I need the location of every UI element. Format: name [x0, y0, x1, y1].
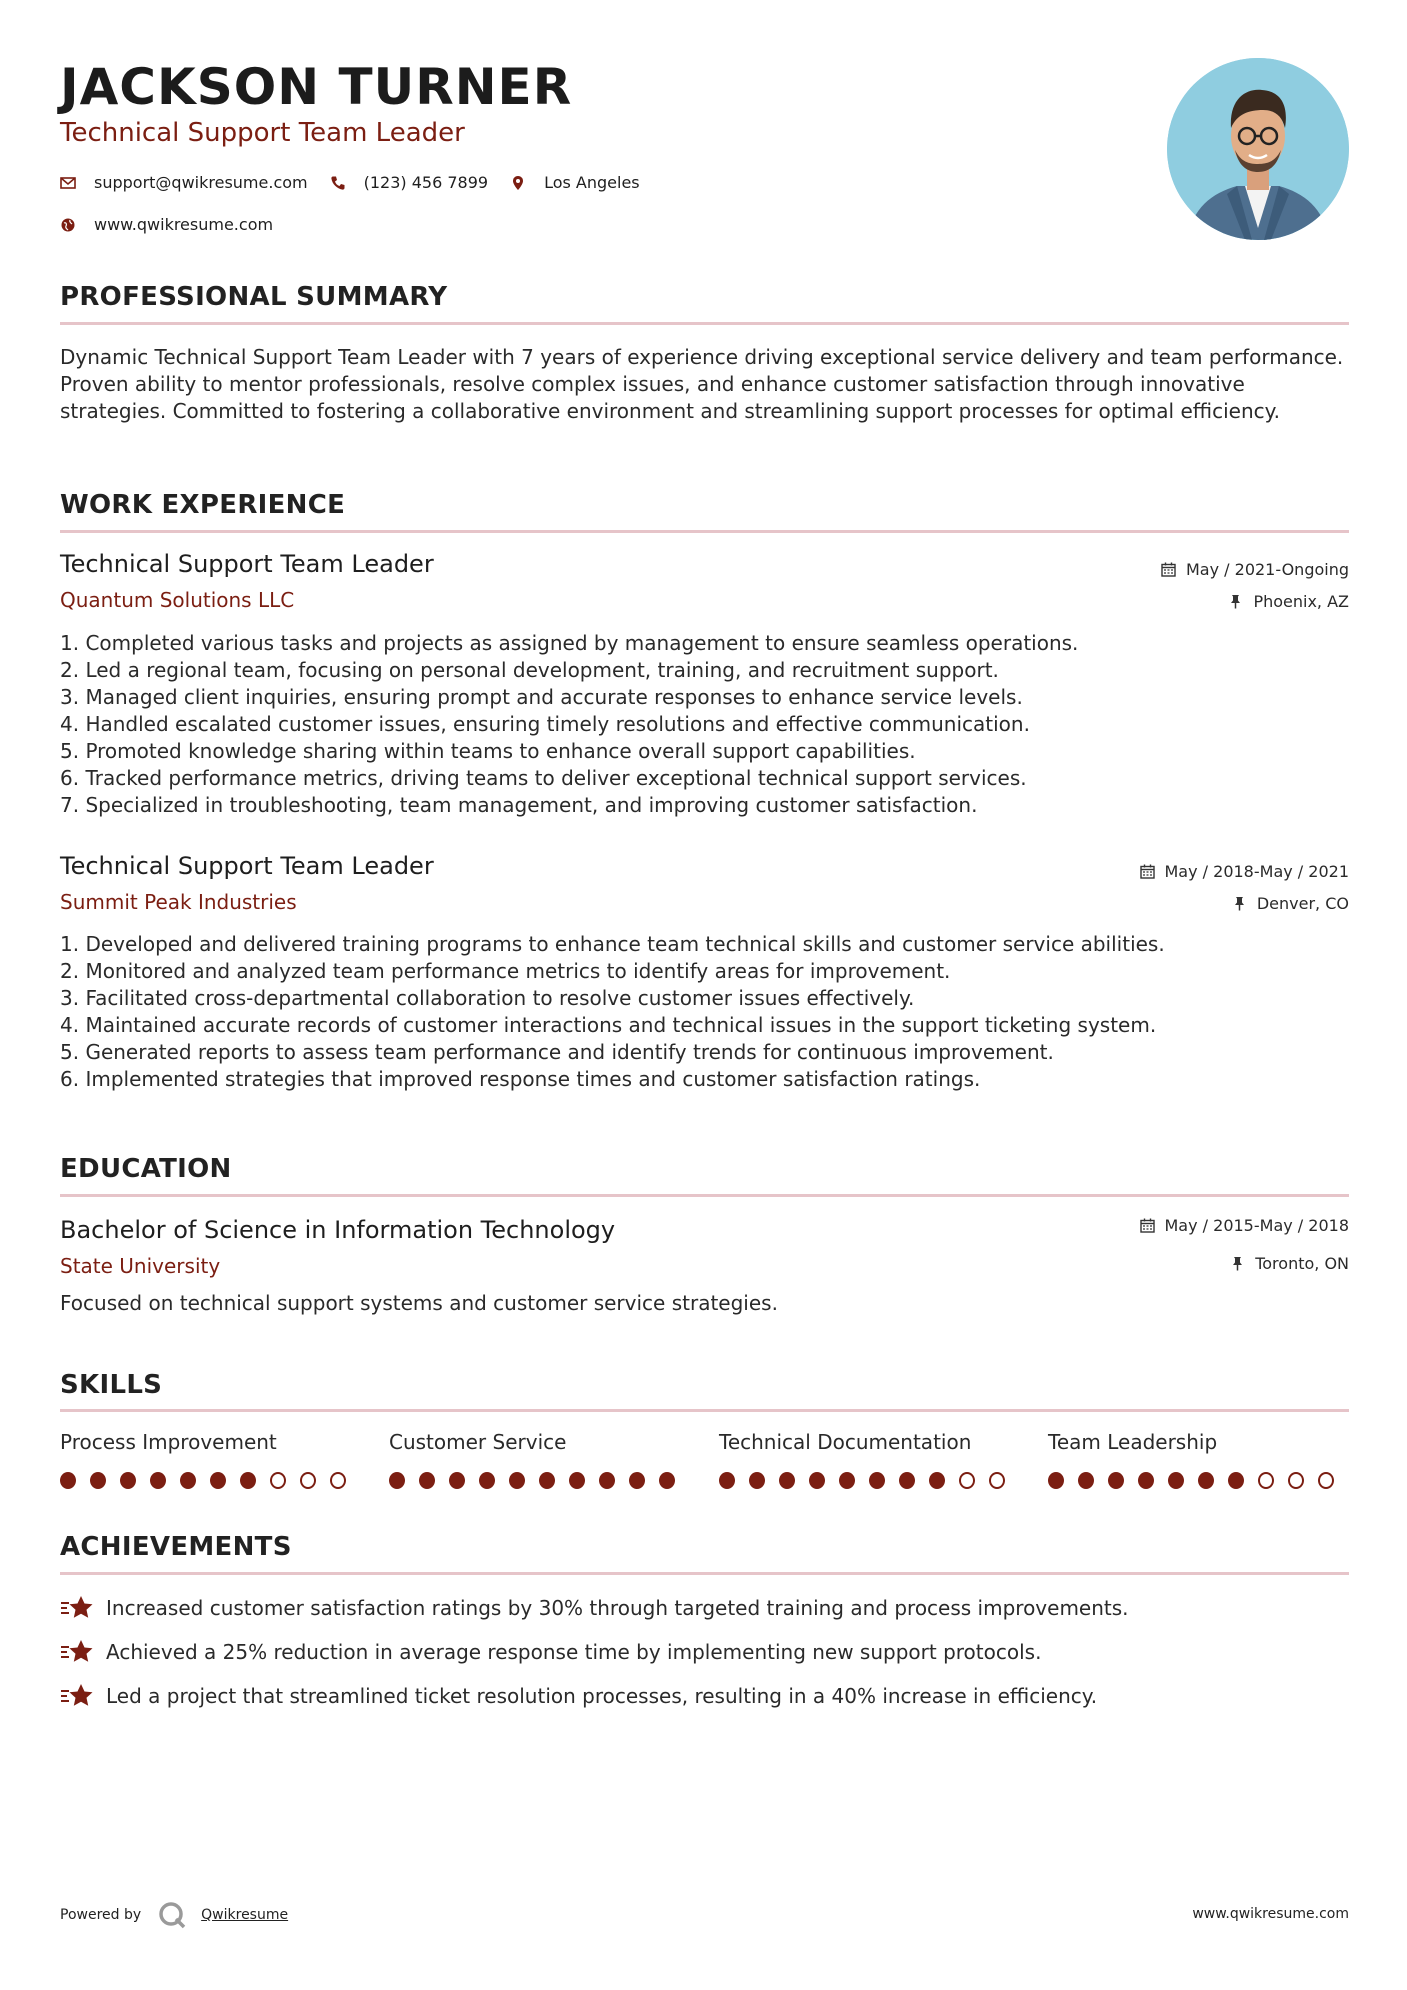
list-item: 4. Maintained accurate records of customer interactions and technical issues in the support ticketing system. [60, 1013, 1157, 1037]
skill-item [719, 1430, 1019, 1489]
rating-dot-empty [1288, 1472, 1304, 1489]
skill-rating [1048, 1472, 1348, 1489]
rating-dot-filled [1078, 1472, 1094, 1489]
job-location [1228, 592, 1349, 611]
achievement-item [60, 1594, 1129, 1622]
skill-rating [719, 1472, 1019, 1489]
job-company: Quantum Solutions LLC [60, 588, 295, 612]
section-divider [60, 530, 1349, 533]
skill-item [1048, 1430, 1348, 1489]
rating-dot-filled [240, 1472, 256, 1489]
rating-dot-filled [719, 1472, 735, 1489]
rating-dot-filled [1228, 1472, 1244, 1489]
star-icon [60, 1594, 94, 1622]
rating-dot-filled [60, 1472, 76, 1489]
section-divider [60, 1194, 1349, 1197]
rating-dot-filled [1048, 1472, 1064, 1489]
list-item: 4. Handled escalated customer issues, ensuring timely resolutions and effective communication. [60, 712, 1030, 736]
list-item: 6. Implemented strategies that improved response times and customer satisfaction ratings. [60, 1067, 981, 1091]
map-pin-icon [510, 175, 526, 191]
pushpin-icon [1230, 1256, 1245, 1271]
education-dates [1140, 1216, 1350, 1235]
rating-dot-filled [749, 1472, 765, 1489]
calendar-icon [1140, 864, 1155, 879]
job-location-text: Phoenix, AZ [1253, 592, 1349, 611]
qwikresume-link[interactable]: Qwikresume [201, 1907, 289, 1923]
rating-dot-filled [509, 1472, 525, 1489]
achievement-text: Led a project that streamlined ticket resolution processes, resulting in a 40% increase in efficiency. [106, 1684, 1098, 1708]
star-icon [60, 1682, 94, 1710]
pushpin-icon [1228, 594, 1243, 609]
rating-dot-filled [479, 1472, 495, 1489]
rating-dot-filled [389, 1472, 405, 1489]
rating-dot-filled [809, 1472, 825, 1489]
achievement-item [60, 1638, 1041, 1666]
section-title-skills: SKILLS [60, 1370, 163, 1400]
contact-website[interactable] [60, 215, 273, 234]
section-divider [60, 1409, 1349, 1412]
location-text: Los Angeles [544, 173, 640, 192]
rating-dot-filled [419, 1472, 435, 1489]
avatar [1167, 58, 1349, 240]
candidate-name: JACKSON TURNER [60, 58, 573, 116]
rating-dot-filled [899, 1472, 915, 1489]
rating-dot-filled [629, 1472, 645, 1489]
globe-icon [60, 217, 76, 233]
section-title-summary: PROFESSIONAL SUMMARY [60, 282, 448, 312]
rating-dot-empty [270, 1472, 286, 1489]
rating-dot-filled [839, 1472, 855, 1489]
phone-icon [330, 175, 346, 191]
job-bullets [60, 931, 1350, 1093]
rating-dot-filled [1108, 1472, 1124, 1489]
powered-by-text: Powered by [60, 1907, 142, 1923]
rating-dot-filled [150, 1472, 166, 1489]
section-divider [60, 322, 1349, 325]
calendar-icon [1161, 562, 1176, 577]
skill-name: Technical Documentation [719, 1430, 972, 1454]
rating-dot-filled [869, 1472, 885, 1489]
avatar-portrait [1167, 58, 1349, 240]
education-degree: Bachelor of Science in Information Technology [60, 1216, 616, 1244]
job-company: Summit Peak Industries [60, 890, 297, 914]
calendar-icon [1140, 1218, 1155, 1233]
achievement-text: Achieved a 25% reduction in average response time by implementing new support protocols. [106, 1640, 1042, 1664]
list-item: 5. Promoted knowledge sharing within teams to enhance overall support capabilities. [60, 739, 916, 763]
pushpin-icon [1232, 896, 1247, 911]
list-item: 3. Managed client inquiries, ensuring prompt and accurate responses to enhance service levels. [60, 685, 1023, 709]
skill-name: Customer Service [389, 1430, 567, 1454]
job-dates-text: May / 2018-May / 2021 [1164, 862, 1349, 881]
education-school: State University [60, 1254, 221, 1278]
rating-dot-empty [1258, 1472, 1274, 1489]
footer-url[interactable]: www.qwikresume.com [1192, 1906, 1349, 1922]
achievement-item [60, 1682, 1097, 1710]
education-location-text: Toronto, ON [1255, 1254, 1349, 1273]
education-location [1230, 1254, 1349, 1273]
rating-dot-filled [569, 1472, 585, 1489]
contact-email[interactable] [60, 173, 308, 192]
rating-dot-filled [90, 1472, 106, 1489]
job-location [1232, 894, 1349, 913]
rating-dot-filled [449, 1472, 465, 1489]
star-icon [60, 1638, 94, 1666]
rating-dot-filled [1168, 1472, 1184, 1489]
rating-dot-empty [330, 1472, 346, 1489]
list-item: 1. Developed and delivered training programs to enhance team technical skills and customer service abilities. [60, 932, 1165, 956]
section-title-education: EDUCATION [60, 1154, 232, 1184]
skill-name: Team Leadership [1048, 1430, 1218, 1454]
education-dates-text: May / 2015-May / 2018 [1164, 1216, 1349, 1235]
skill-item [60, 1430, 360, 1489]
list-item: 3. Facilitated cross-departmental collaboration to resolve customer issues effectively. [60, 986, 915, 1010]
footer-powered-by [60, 1900, 288, 1930]
rating-dot-empty [989, 1472, 1005, 1489]
contact-phone[interactable] [330, 173, 488, 192]
rating-dot-filled [539, 1472, 555, 1489]
candidate-title: Technical Support Team Leader [60, 118, 465, 148]
rating-dot-filled [1198, 1472, 1214, 1489]
section-title-achievements: ACHIEVEMENTS [60, 1532, 292, 1562]
rating-dot-filled [120, 1472, 136, 1489]
list-item: 5. Generated reports to assess team performance and identify trends for continuous improvement. [60, 1040, 1054, 1064]
job-dates-text: May / 2021-Ongoing [1186, 560, 1349, 579]
job-dates [1161, 560, 1349, 579]
rating-dot-filled [779, 1472, 795, 1489]
rating-dot-empty [959, 1472, 975, 1489]
rating-dot-empty [300, 1472, 316, 1489]
list-item: 6. Tracked performance metrics, driving teams to deliver exceptional technical support services. [60, 766, 1027, 790]
rating-dot-filled [659, 1472, 675, 1489]
contact-row [60, 173, 662, 192]
job-title: Technical Support Team Leader [60, 550, 434, 578]
phone-text: (123) 456 7899 [363, 173, 489, 192]
skill-rating [60, 1472, 360, 1489]
education-description: Focused on technical support systems and customer service strategies. [60, 1291, 778, 1315]
job-dates [1140, 862, 1350, 881]
qwikresume-logo-icon [157, 1900, 187, 1930]
rating-dot-filled [599, 1472, 615, 1489]
list-item: 7. Specialized in troubleshooting, team management, and improving customer satisfaction. [60, 793, 978, 817]
list-item: 1. Completed various tasks and projects as assigned by management to ensure seamless operations. [60, 631, 1079, 655]
rating-dot-filled [210, 1472, 226, 1489]
skill-name: Process Improvement [60, 1430, 277, 1454]
website-text: www.qwikresume.com [94, 215, 274, 234]
rating-dot-filled [1138, 1472, 1154, 1489]
rating-dot-filled [180, 1472, 196, 1489]
skill-rating [389, 1472, 689, 1489]
section-title-experience: WORK EXPERIENCE [60, 490, 346, 520]
rating-dot-empty [1318, 1472, 1334, 1489]
contact-location [510, 173, 640, 192]
list-item: 2. Monitored and analyzed team performance metrics to identify areas for improvement. [60, 959, 951, 983]
rating-dot-filled [929, 1472, 945, 1489]
section-divider [60, 1572, 1349, 1575]
skill-item [389, 1430, 689, 1489]
contact-row-website [60, 215, 295, 234]
achievement-text: Increased customer satisfaction ratings by 30% through targeted training and process improvements. [106, 1596, 1129, 1620]
email-text: support@qwikresume.com [94, 173, 308, 192]
list-item: 2. Led a regional team, focusing on personal development, training, and recruitment support. [60, 658, 999, 682]
job-bullets [60, 630, 1350, 819]
summary-text: Dynamic Technical Support Team Leader with 7 years of experience driving exceptional service delivery and team performance. Proven ability to mentor professionals, resolve complex issues, and enhance customer satisfaction through innovative strategies. Committed to fostering a collaborative environment and streamlining support processes for optimal efficiency. [60, 345, 1344, 423]
job-title: Technical Support Team Leader [60, 852, 434, 880]
job-location-text: Denver, CO [1256, 894, 1349, 913]
envelope-icon [60, 175, 76, 191]
